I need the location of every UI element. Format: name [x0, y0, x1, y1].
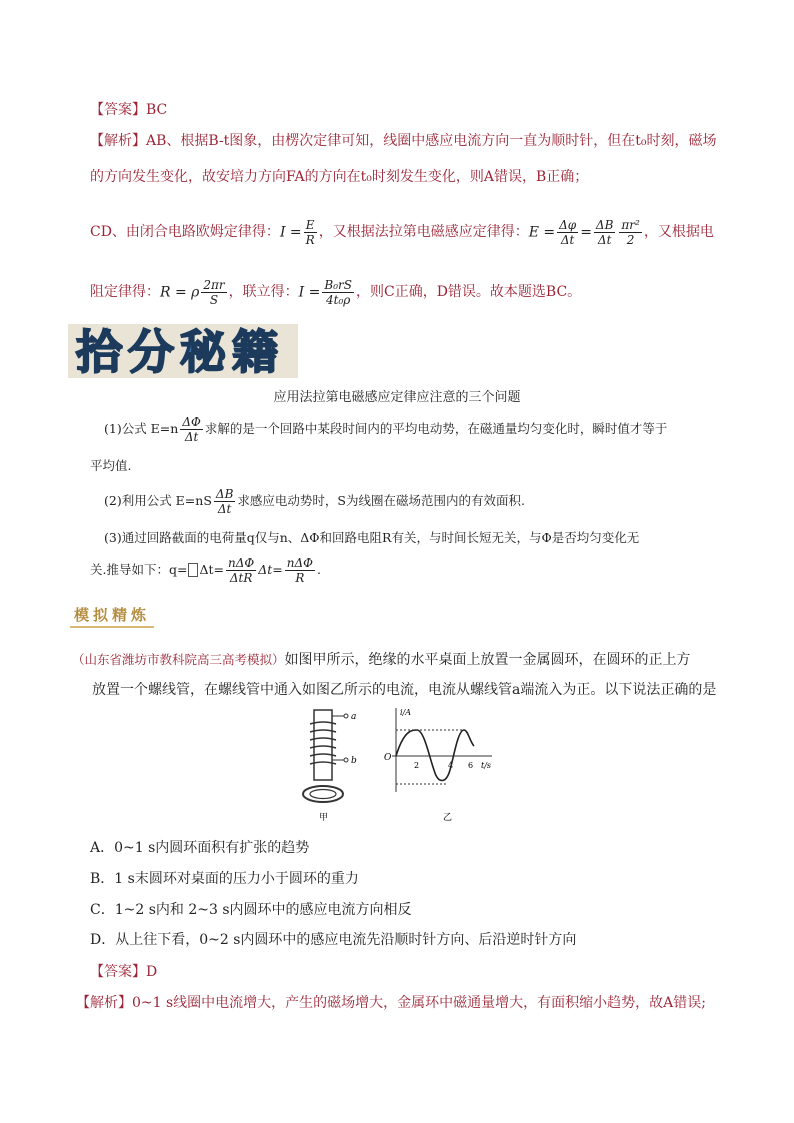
point-2b: 求感应电动势时，S为线圈在磁场范围内的有效面积.: [237, 493, 525, 508]
analysis-text-3b: ，又根据法拉第电磁感应定律得：: [318, 224, 529, 240]
analysis-line-1: [90, 131, 717, 151]
formula-db-dt: $\frac{\Delta B}{\Delta t}$: [215, 486, 234, 516]
analysis-line-4: [90, 272, 581, 312]
point-3a: (3)通过回路截面的电荷量q仅与n、ΔΦ和回路电阻R有关，与时间长短无关，与Φ是否均匀变化无: [104, 530, 640, 545]
point-3c: Δt=: [199, 562, 224, 577]
banner-logo: [68, 322, 298, 380]
formula-faraday: E = $\frac{\Delta\varphi}{\Delta t}$ = $\frac{\Delta B}{\Delta t}$ $\frac{\text{πr²}}{2}$: [528, 217, 640, 247]
solenoid-diagram: [303, 710, 357, 823]
analysis-label-2: 【解析】: [76, 995, 132, 1011]
formula-q2: $\frac{\text{nΔΦ}}{R}$: [286, 555, 313, 585]
option-d: D．从上往下看，0~2 s内圆环中的感应电流先沿顺时针方向、后沿逆时针方向: [90, 932, 577, 948]
question-figure: [296, 706, 506, 824]
formula-combined: I = $\frac{\text{B₀rS}}{\text{4t₀ρ}}$: [298, 277, 352, 307]
answer-value-2: D: [146, 964, 158, 980]
label-ia: i/A: [400, 708, 412, 717]
banner-text: 拾分秘籍: [76, 325, 284, 379]
question-line-1: [72, 650, 691, 670]
answer-line-1: [90, 100, 167, 120]
point-1: [104, 412, 667, 446]
label-ts: t/s: [481, 761, 492, 770]
point-3b: 关.推导如下：q=: [90, 562, 188, 577]
option-b: B．1 s末圆环对桌面的压力小于圆环的重力: [90, 871, 359, 887]
formula-q1: $\frac{\text{nΔΦ}}{\text{ΔtR}}$: [227, 555, 255, 585]
point-1c: 平均值.: [90, 458, 132, 473]
label-t2: 2: [414, 761, 420, 770]
point-2: [104, 484, 525, 518]
section-title: 应用法拉第电磁感应定律应注意的三个问题: [273, 390, 521, 405]
question-text-2: 放置一个螺线管，在螺线管中通入如图乙所示的电流，电流从螺线管a端流入为正。以下说法正确的是: [92, 682, 717, 698]
label-yi: 乙: [443, 813, 453, 823]
answer-line-2: [90, 962, 157, 982]
label-o: O: [384, 753, 392, 763]
point-1a: (1)公式 E=n: [104, 421, 179, 436]
label-b: b: [351, 756, 357, 766]
label-a: a: [351, 712, 357, 722]
answer-label: 【答案】: [90, 102, 146, 118]
analysis-line-2: [90, 167, 588, 187]
analysis-text-3c: ，又根据电: [643, 224, 714, 240]
analysis-text-4b: ，联立得：: [228, 284, 299, 300]
label-jia: 甲: [319, 813, 329, 823]
answer-label-2: 【答案】: [90, 964, 146, 980]
point-3: [104, 528, 639, 548]
question-text-1: 如图甲所示，绝缘的水平桌面上放置一金属圆环，在圆环的正上方: [284, 652, 691, 668]
question-line-2: [92, 680, 716, 700]
point-1b: 求解的是一个回路中某段时间内的平均电动势，在磁通量均匀变化时，瞬时值才等于: [204, 421, 668, 436]
analysis-text-4a: 阻定律得：: [90, 284, 160, 300]
current-box-icon: [188, 563, 198, 577]
answer-value: BC: [146, 102, 168, 118]
current-graph: [384, 708, 492, 823]
option-a: A．0~1 s内圆环面积有扩张的趋势: [90, 840, 310, 856]
analysis-text-1: AB、根据B-t图象，由楞次定律可知，线圈中感应电流方向一直为顺时针，但在t₀时刻，磁场: [146, 133, 717, 149]
formula-ohm: I = $\frac{E}{R}$: [279, 217, 315, 247]
sim-title: 模拟精炼: [74, 606, 151, 624]
label-t6: 6: [468, 761, 474, 770]
analysis-text-4c: ，则C正确，D错误。故本题选BC。: [355, 284, 582, 300]
option-c: C．1~2 s内和 2~3 s内圆环中的感应电流方向相反: [90, 902, 412, 918]
point-1-cont: [90, 456, 131, 476]
figure-svg: [296, 706, 506, 824]
formula-resistance: R = ρ $\frac{2\pi r}{S}$: [160, 277, 225, 307]
point-3-cont: 关.推导如下：q= Δt= $\frac{\text{nΔΦ}}{\text{ΔtR}}$ Δt= $\frac{\text{nΔΦ}}{R}$ .: [90, 555, 321, 585]
banner-graphic: [68, 322, 298, 380]
label-t4: 4: [448, 761, 454, 770]
analysis-text-3a: CD、由闭合电路欧姆定律得：: [90, 224, 280, 240]
sim-underline: [70, 626, 154, 628]
point-2a: (2)利用公式 E=nS: [104, 493, 212, 508]
analysis-text-2: 的方向发生变化，故安培力方向FA的方向在t₀时刻发生变化，则A错误，B正确；: [90, 169, 589, 185]
analysis-label: 【解析】: [90, 133, 146, 149]
analysis-text-5: 0~1 s线圈中电流增大，产生的磁场增大，金属环中磁通量增大，有面积缩小趋势，故A错误;: [132, 995, 707, 1011]
question-source: （山东省潍坊市教科院高三高考模拟）: [72, 652, 285, 667]
formula-dphi-dt: $\frac{\Delta\Phi}{\Delta t}$: [182, 414, 201, 444]
analysis-line-5: [76, 993, 706, 1013]
analysis-line-3: [90, 214, 714, 250]
